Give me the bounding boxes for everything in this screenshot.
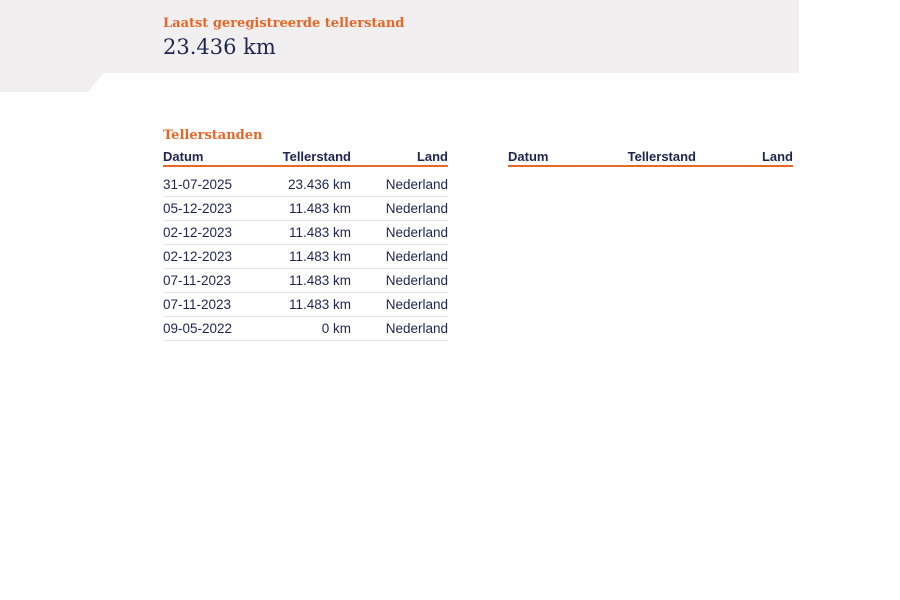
cell-date: 09-05-2022 <box>163 321 233 336</box>
latest-reading-value: 23.436 km <box>163 35 276 59</box>
table-header <box>163 149 448 167</box>
readings-table-left <box>163 149 448 341</box>
column-header-reading: Tellerstand <box>282 149 351 164</box>
column-header-country: Land <box>416 149 448 164</box>
cell-country: Nederland <box>385 249 448 264</box>
cell-date: 02-12-2023 <box>163 225 233 240</box>
table-row <box>163 245 448 269</box>
cell-reading: 11.483 km <box>288 225 351 240</box>
column-header-date: Datum <box>163 149 204 164</box>
cell-country: Nederland <box>385 201 448 216</box>
cell-reading: 0 km <box>321 321 351 336</box>
table-header <box>508 149 793 167</box>
cell-reading: 11.483 km <box>288 297 351 312</box>
cell-reading: 23.436 km <box>287 177 351 192</box>
cell-date: 31-07-2025 <box>163 177 233 192</box>
table-row <box>163 221 448 245</box>
cell-date: 05-12-2023 <box>163 201 233 216</box>
summary-banner <box>0 0 799 92</box>
table-row <box>163 317 448 341</box>
cell-date: 07-11-2023 <box>163 273 232 288</box>
cell-country: Nederland <box>385 273 448 288</box>
cell-reading: 11.483 km <box>288 249 351 264</box>
cell-reading: 11.483 km <box>288 273 351 288</box>
readings-table-right <box>508 149 793 167</box>
table-body <box>163 167 448 341</box>
cell-country: Nederland <box>385 321 448 336</box>
column-header-reading: Tellerstand <box>627 149 696 164</box>
cell-country: Nederland <box>385 297 448 312</box>
cell-country: Nederland <box>385 225 448 240</box>
column-header-country: Land <box>761 149 793 164</box>
latest-reading-label: Laatst geregistreerde tellerstand <box>163 16 405 31</box>
section-title: Tellerstanden <box>163 128 263 143</box>
table-row <box>163 197 448 221</box>
table-row <box>163 269 448 293</box>
cell-country: Nederland <box>385 177 448 192</box>
table-row <box>163 293 448 317</box>
cell-date: 02-12-2023 <box>163 249 233 264</box>
table-row <box>163 173 448 197</box>
cell-reading: 11.483 km <box>288 201 351 216</box>
cell-date: 07-11-2023 <box>163 297 232 312</box>
column-header-date: Datum <box>508 149 549 164</box>
